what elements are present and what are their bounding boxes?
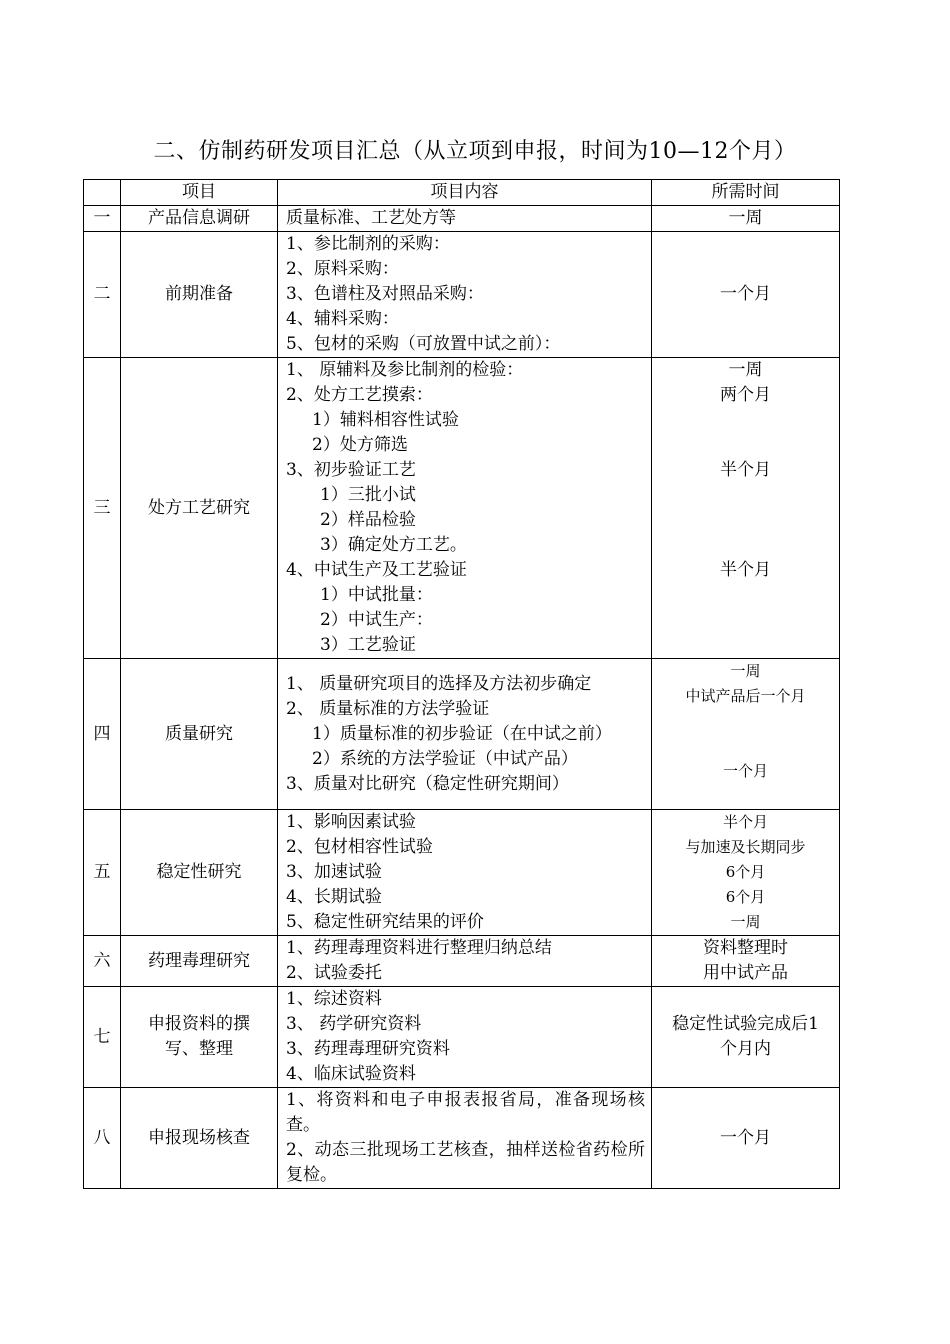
row-item: 前期准备: [121, 232, 278, 358]
row-time: 一个月: [652, 232, 840, 358]
content-subline: 3）工艺验证: [320, 635, 416, 655]
row-item: 处方工艺研究: [121, 358, 278, 659]
time-line: [652, 734, 839, 759]
time-line: 个月内: [720, 1039, 771, 1059]
time-line: 半个月: [720, 560, 771, 580]
row-item: 药理毒理研究: [121, 936, 278, 987]
time-line: 半个月: [722, 813, 768, 831]
content-subline: 2）处方筛选: [312, 435, 408, 455]
content-subline: 2）样品检验: [320, 510, 416, 530]
row-time: 一周: [652, 206, 840, 232]
row-number: 四: [84, 659, 121, 810]
row-item: 产品信息调研: [121, 206, 278, 232]
time-line: 6个月: [725, 863, 766, 881]
row-item: 稳定性研究: [121, 810, 278, 936]
time-line: 一周: [730, 913, 761, 931]
row-time: [652, 810, 840, 936]
time-line: [652, 433, 839, 458]
row-item: 质量研究: [121, 659, 278, 810]
page-title: 二、仿制药研发项目汇总（从立项到申报，时间为10—12个月）: [153, 139, 797, 164]
time-line: 6个月: [725, 888, 766, 906]
table-row: [84, 987, 840, 1088]
time-line: [652, 533, 839, 558]
content-line: 3、 药学研究资料: [286, 1014, 422, 1034]
content-line: 2、包材相容性试验: [286, 837, 433, 857]
content-line: 1、将资料和电子申报表报省局，准备现场核查。: [286, 1090, 645, 1135]
content-line: 1、影响因素试验: [286, 812, 416, 832]
time-line: 资料整理时: [703, 938, 788, 958]
row-number: 二: [84, 232, 121, 358]
content-line: 4、辅料采购：: [286, 309, 399, 329]
content-line: 5、包材的采购（可放置中试之前）：: [286, 334, 561, 354]
content-line: 1、 原辅料及参比制剂的检验：: [286, 360, 524, 380]
row-time: 一个月: [652, 1088, 840, 1189]
row-content: [278, 232, 652, 358]
header-no: [84, 180, 121, 206]
row-content: [278, 936, 652, 987]
header-time: 所需时间: [652, 180, 840, 206]
row-time: [652, 936, 840, 987]
table-row: [84, 1088, 840, 1189]
time-line: [652, 508, 839, 533]
content-subline: 2）系统的方法学验证（中试产品）: [312, 748, 578, 769]
content-line: 3、加速试验: [286, 862, 382, 882]
time-line: [652, 608, 839, 633]
content-line: 5、稳定性研究结果的评价: [286, 912, 484, 932]
table-row: [84, 659, 840, 810]
content-subline: 1）中试批量：: [320, 585, 433, 605]
item-line: 申报资料的撰: [148, 1014, 250, 1034]
content-subline: 3）确定处方工艺。: [320, 535, 467, 555]
content-subline: 1）辅料相容性试验: [312, 410, 459, 430]
content-line: 2、动态三批现场工艺核查，抽样送检省药检所复检。: [286, 1140, 645, 1185]
row-item: [121, 987, 278, 1088]
time-line: 稳定性试验完成后1: [672, 1014, 819, 1034]
content-line: 2、处方工艺摸索：: [286, 385, 433, 405]
header-content: 项目内容: [278, 180, 652, 206]
content-line: 3、色谱柱及对照品采购：: [286, 284, 484, 304]
row-number: 七: [84, 987, 121, 1088]
content-subline: 1）三批小试: [320, 485, 416, 505]
content-line: 4、中试生产及工艺验证: [286, 560, 467, 580]
content-line: 2、 质量标准的方法学验证: [286, 698, 490, 719]
time-line: 一个月: [722, 762, 768, 780]
time-line: [652, 408, 839, 433]
row-content: [278, 206, 652, 232]
rd-summary-table: [83, 179, 840, 1189]
row-time: [652, 659, 840, 810]
content-line: 3、药理毒理研究资料: [286, 1039, 450, 1059]
content-line: 1、参比制剂的采购：: [286, 234, 450, 254]
row-time: [652, 358, 840, 659]
time-line: 中试产品后一个月: [685, 687, 806, 705]
row-number: 三: [84, 358, 121, 659]
time-line: [652, 784, 839, 809]
content-line: 4、长期试验: [286, 887, 382, 907]
table-row: [84, 206, 840, 232]
time-line: [652, 483, 839, 508]
row-number: 六: [84, 936, 121, 987]
row-content: [278, 659, 652, 810]
time-line: [652, 583, 839, 608]
header-item: 项目: [121, 180, 278, 206]
time-line: 一周: [728, 360, 763, 380]
content-line: 2、原料采购：: [286, 259, 399, 279]
content-line: 1、 质量研究项目的选择及方法初步确定: [286, 673, 592, 694]
row-content: [278, 358, 652, 659]
time-line: [652, 633, 839, 658]
content-line: 3、质量对比研究（稳定性研究期间）: [286, 773, 569, 794]
row-item: 申报现场核查: [121, 1088, 278, 1189]
table-row: [84, 358, 840, 659]
row-number: 一: [84, 206, 121, 232]
content-line: 1、综述资料: [286, 989, 382, 1009]
content-line: 4、临床试验资料: [286, 1064, 416, 1084]
content-line: 3、初步验证工艺: [286, 460, 416, 480]
time-line: 两个月: [720, 385, 771, 405]
content-subline: 2）中试生产：: [320, 610, 433, 630]
table-row: [84, 810, 840, 936]
content-line: 2、试验委托: [286, 963, 382, 983]
content-line: 质量标准、工艺处方等: [286, 208, 456, 228]
table-row: [84, 936, 840, 987]
time-line: 与加速及长期同步: [685, 838, 806, 856]
content-line: 1、药理毒理资料进行整理归纳总结: [286, 938, 552, 958]
table-row: [84, 232, 840, 358]
time-line: [652, 709, 839, 734]
item-line: 写、整理: [165, 1039, 233, 1059]
content-subline: 1）质量标准的初步验证（在中试之前）: [312, 723, 612, 744]
row-time: [652, 987, 840, 1088]
time-line: 半个月: [720, 460, 771, 480]
row-number: 八: [84, 1088, 121, 1189]
table-header-row: [84, 180, 840, 206]
row-number: 五: [84, 810, 121, 936]
row-content: [278, 1088, 652, 1189]
time-line: 一周: [730, 662, 761, 680]
row-content: [278, 810, 652, 936]
time-line: 用中试产品: [703, 963, 788, 983]
row-content: [278, 987, 652, 1088]
